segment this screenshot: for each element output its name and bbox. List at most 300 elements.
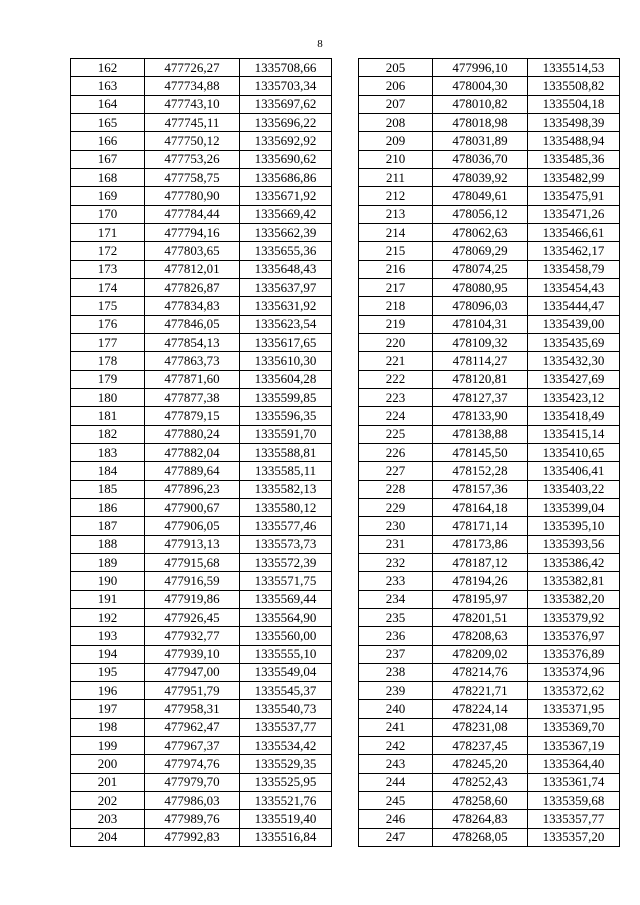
table-row	[71, 260, 332, 278]
y-coordinate-cell: 1335382,20	[528, 590, 620, 608]
table-row	[359, 535, 620, 553]
table-row	[71, 663, 332, 681]
x-coordinate-cell: 478004,30	[433, 77, 528, 95]
point-number-cell: 186	[71, 498, 145, 516]
point-number-cell: 206	[359, 77, 433, 95]
x-coordinate-cell: 477919,86	[145, 590, 240, 608]
x-coordinate-cell: 477834,83	[145, 297, 240, 315]
x-coordinate-cell: 478208,63	[433, 627, 528, 645]
point-number-cell: 247	[359, 828, 433, 846]
point-number-cell: 210	[359, 150, 433, 168]
table-row	[359, 608, 620, 626]
point-number-cell: 226	[359, 443, 433, 461]
point-number-cell: 188	[71, 535, 145, 553]
table-row	[359, 553, 620, 571]
table-row	[359, 223, 620, 241]
point-number-cell: 182	[71, 425, 145, 443]
coordinates-table-left	[70, 58, 332, 847]
point-number-cell: 234	[359, 590, 433, 608]
x-coordinate-cell: 477803,65	[145, 242, 240, 260]
y-coordinate-cell: 1335588,81	[240, 443, 332, 461]
table-row	[359, 517, 620, 535]
y-coordinate-cell: 1335418,49	[528, 407, 620, 425]
x-coordinate-cell: 477882,04	[145, 443, 240, 461]
table-row	[71, 132, 332, 150]
table-row	[359, 755, 620, 773]
y-coordinate-cell: 1335386,42	[528, 553, 620, 571]
point-number-cell: 176	[71, 315, 145, 333]
x-coordinate-cell: 477743,10	[145, 95, 240, 113]
x-coordinate-cell: 478231,08	[433, 718, 528, 736]
y-coordinate-cell: 1335508,82	[528, 77, 620, 95]
x-coordinate-cell: 478195,97	[433, 590, 528, 608]
table-row	[359, 132, 620, 150]
y-coordinate-cell: 1335637,97	[240, 278, 332, 296]
x-coordinate-cell: 478069,29	[433, 242, 528, 260]
point-number-cell: 227	[359, 462, 433, 480]
point-number-cell: 212	[359, 187, 433, 205]
x-coordinate-cell: 477939,10	[145, 645, 240, 663]
y-coordinate-cell: 1335444,47	[528, 297, 620, 315]
point-number-cell: 193	[71, 627, 145, 645]
point-number-cell: 169	[71, 187, 145, 205]
y-coordinate-cell: 1335540,73	[240, 700, 332, 718]
y-coordinate-cell: 1335655,36	[240, 242, 332, 260]
x-coordinate-cell: 478109,32	[433, 333, 528, 351]
y-coordinate-cell: 1335662,39	[240, 223, 332, 241]
x-coordinate-cell: 478056,12	[433, 205, 528, 223]
table-row	[71, 150, 332, 168]
y-coordinate-cell: 1335399,04	[528, 498, 620, 516]
point-number-cell: 168	[71, 168, 145, 186]
y-coordinate-cell: 1335432,30	[528, 352, 620, 370]
point-number-cell: 242	[359, 737, 433, 755]
y-coordinate-cell: 1335569,44	[240, 590, 332, 608]
y-coordinate-cell: 1335648,43	[240, 260, 332, 278]
point-number-cell: 246	[359, 810, 433, 828]
x-coordinate-cell: 477877,38	[145, 388, 240, 406]
point-number-cell: 198	[71, 718, 145, 736]
y-coordinate-cell: 1335671,92	[240, 187, 332, 205]
y-coordinate-cell: 1335591,70	[240, 425, 332, 443]
y-coordinate-cell: 1335697,62	[240, 95, 332, 113]
point-number-cell: 230	[359, 517, 433, 535]
point-number-cell: 197	[71, 700, 145, 718]
table-row	[71, 187, 332, 205]
table-row	[71, 810, 332, 828]
y-coordinate-cell: 1335617,65	[240, 333, 332, 351]
y-coordinate-cell: 1335498,39	[528, 113, 620, 131]
y-coordinate-cell: 1335669,42	[240, 205, 332, 223]
x-coordinate-cell: 477906,05	[145, 517, 240, 535]
point-number-cell: 214	[359, 223, 433, 241]
point-number-cell: 232	[359, 553, 433, 571]
point-number-cell: 239	[359, 682, 433, 700]
y-coordinate-cell: 1335577,46	[240, 517, 332, 535]
table-row	[71, 113, 332, 131]
x-coordinate-cell: 478268,05	[433, 828, 528, 846]
table-row	[359, 260, 620, 278]
x-coordinate-cell: 477916,59	[145, 572, 240, 590]
y-coordinate-cell: 1335596,35	[240, 407, 332, 425]
point-number-cell: 229	[359, 498, 433, 516]
x-coordinate-cell: 477794,16	[145, 223, 240, 241]
table-row	[359, 297, 620, 315]
y-coordinate-cell: 1335696,22	[240, 113, 332, 131]
table-row	[359, 150, 620, 168]
table-row	[359, 828, 620, 846]
point-number-cell: 211	[359, 168, 433, 186]
point-number-cell: 167	[71, 150, 145, 168]
table-row	[359, 407, 620, 425]
x-coordinate-cell: 477992,83	[145, 828, 240, 846]
x-coordinate-cell: 477846,05	[145, 315, 240, 333]
y-coordinate-cell: 1335361,74	[528, 773, 620, 791]
table-row	[71, 608, 332, 626]
table-row	[359, 682, 620, 700]
table-row	[71, 77, 332, 95]
y-coordinate-cell: 1335376,89	[528, 645, 620, 663]
x-coordinate-cell: 478194,26	[433, 572, 528, 590]
table-row	[71, 315, 332, 333]
y-coordinate-cell: 1335504,18	[528, 95, 620, 113]
x-coordinate-cell: 478171,14	[433, 517, 528, 535]
table-row	[71, 443, 332, 461]
x-coordinate-cell: 477734,88	[145, 77, 240, 95]
point-number-cell: 192	[71, 608, 145, 626]
y-coordinate-cell: 1335369,70	[528, 718, 620, 736]
point-number-cell: 189	[71, 553, 145, 571]
table-row	[359, 278, 620, 296]
y-coordinate-cell: 1335610,30	[240, 352, 332, 370]
x-coordinate-cell: 477915,68	[145, 553, 240, 571]
point-number-cell: 205	[359, 59, 433, 77]
table-row	[71, 352, 332, 370]
table-row	[71, 205, 332, 223]
point-number-cell: 173	[71, 260, 145, 278]
y-coordinate-cell: 1335357,77	[528, 810, 620, 828]
table-row	[71, 792, 332, 810]
point-number-cell: 222	[359, 370, 433, 388]
x-coordinate-cell: 478214,76	[433, 663, 528, 681]
table-row	[359, 59, 620, 77]
point-number-cell: 166	[71, 132, 145, 150]
point-number-cell: 201	[71, 773, 145, 791]
table-row	[71, 407, 332, 425]
x-coordinate-cell: 478039,92	[433, 168, 528, 186]
y-coordinate-cell: 1335395,10	[528, 517, 620, 535]
x-coordinate-cell: 478157,36	[433, 480, 528, 498]
table-row	[71, 700, 332, 718]
table-row	[71, 168, 332, 186]
x-coordinate-cell: 477996,10	[433, 59, 528, 77]
table-row	[71, 553, 332, 571]
y-coordinate-cell: 1335560,00	[240, 627, 332, 645]
point-number-cell: 181	[71, 407, 145, 425]
table-row	[71, 572, 332, 590]
table-row	[359, 645, 620, 663]
y-coordinate-cell: 1335573,73	[240, 535, 332, 553]
x-coordinate-cell: 478104,31	[433, 315, 528, 333]
y-coordinate-cell: 1335514,53	[528, 59, 620, 77]
y-coordinate-cell: 1335462,17	[528, 242, 620, 260]
point-number-cell: 163	[71, 77, 145, 95]
y-coordinate-cell: 1335529,35	[240, 755, 332, 773]
table-row	[359, 590, 620, 608]
point-number-cell: 241	[359, 718, 433, 736]
point-number-cell: 215	[359, 242, 433, 260]
x-coordinate-cell: 478221,71	[433, 682, 528, 700]
table-row	[71, 627, 332, 645]
y-coordinate-cell: 1335406,41	[528, 462, 620, 480]
point-number-cell: 165	[71, 113, 145, 131]
point-number-cell: 224	[359, 407, 433, 425]
x-coordinate-cell: 478138,88	[433, 425, 528, 443]
y-coordinate-cell: 1335466,61	[528, 223, 620, 241]
point-number-cell: 162	[71, 59, 145, 77]
x-coordinate-cell: 478080,95	[433, 278, 528, 296]
table-row	[359, 113, 620, 131]
table-row	[359, 333, 620, 351]
point-number-cell: 231	[359, 535, 433, 553]
point-number-cell: 195	[71, 663, 145, 681]
point-number-cell: 217	[359, 278, 433, 296]
x-coordinate-cell: 478133,90	[433, 407, 528, 425]
x-coordinate-cell: 477745,11	[145, 113, 240, 131]
table-row	[359, 205, 620, 223]
x-coordinate-cell: 478062,63	[433, 223, 528, 241]
table-row	[71, 370, 332, 388]
point-number-cell: 245	[359, 792, 433, 810]
y-coordinate-cell: 1335485,36	[528, 150, 620, 168]
table-row	[71, 480, 332, 498]
table-row	[71, 828, 332, 846]
y-coordinate-cell: 1335393,56	[528, 535, 620, 553]
point-number-cell: 174	[71, 278, 145, 296]
y-coordinate-cell: 1335686,86	[240, 168, 332, 186]
table-row	[71, 718, 332, 736]
y-coordinate-cell: 1335372,62	[528, 682, 620, 700]
x-coordinate-cell: 478096,03	[433, 297, 528, 315]
table-row	[359, 443, 620, 461]
y-coordinate-cell: 1335549,04	[240, 663, 332, 681]
coordinates-table-right	[358, 58, 620, 847]
point-number-cell: 207	[359, 95, 433, 113]
x-coordinate-cell: 477871,60	[145, 370, 240, 388]
y-coordinate-cell: 1335359,68	[528, 792, 620, 810]
x-coordinate-cell: 478018,98	[433, 113, 528, 131]
table-row	[359, 718, 620, 736]
point-number-cell: 180	[71, 388, 145, 406]
y-coordinate-cell: 1335599,85	[240, 388, 332, 406]
y-coordinate-cell: 1335564,90	[240, 608, 332, 626]
point-number-cell: 243	[359, 755, 433, 773]
point-number-cell: 240	[359, 700, 433, 718]
x-coordinate-cell: 478010,82	[433, 95, 528, 113]
y-coordinate-cell: 1335403,22	[528, 480, 620, 498]
table-row	[71, 682, 332, 700]
x-coordinate-cell: 477854,13	[145, 333, 240, 351]
x-coordinate-cell: 477958,31	[145, 700, 240, 718]
y-coordinate-cell: 1335604,28	[240, 370, 332, 388]
x-coordinate-cell: 477896,23	[145, 480, 240, 498]
point-number-cell: 170	[71, 205, 145, 223]
y-coordinate-cell: 1335415,14	[528, 425, 620, 443]
y-coordinate-cell: 1335571,75	[240, 572, 332, 590]
table-row	[71, 773, 332, 791]
x-coordinate-cell: 477986,03	[145, 792, 240, 810]
y-coordinate-cell: 1335482,99	[528, 168, 620, 186]
y-coordinate-cell: 1335516,84	[240, 828, 332, 846]
table-row	[359, 370, 620, 388]
x-coordinate-cell: 477979,70	[145, 773, 240, 791]
table-row	[359, 700, 620, 718]
x-coordinate-cell: 478264,83	[433, 810, 528, 828]
y-coordinate-cell: 1335439,00	[528, 315, 620, 333]
y-coordinate-cell: 1335631,92	[240, 297, 332, 315]
table-row	[71, 737, 332, 755]
point-number-cell: 219	[359, 315, 433, 333]
y-coordinate-cell: 1335454,43	[528, 278, 620, 296]
point-number-cell: 204	[71, 828, 145, 846]
table-row	[71, 645, 332, 663]
y-coordinate-cell: 1335534,42	[240, 737, 332, 755]
table-row	[359, 792, 620, 810]
y-coordinate-cell: 1335410,65	[528, 443, 620, 461]
x-coordinate-cell: 478114,27	[433, 352, 528, 370]
table-row	[359, 242, 620, 260]
point-number-cell: 175	[71, 297, 145, 315]
y-coordinate-cell: 1335423,12	[528, 388, 620, 406]
point-number-cell: 244	[359, 773, 433, 791]
y-coordinate-cell: 1335582,13	[240, 480, 332, 498]
point-number-cell: 220	[359, 333, 433, 351]
point-number-cell: 237	[359, 645, 433, 663]
point-number-cell: 191	[71, 590, 145, 608]
x-coordinate-cell: 478152,28	[433, 462, 528, 480]
x-coordinate-cell: 478145,50	[433, 443, 528, 461]
table-row	[71, 590, 332, 608]
table-row	[359, 663, 620, 681]
table-row	[359, 462, 620, 480]
x-coordinate-cell: 477947,00	[145, 663, 240, 681]
table-row	[71, 462, 332, 480]
y-coordinate-cell: 1335471,26	[528, 205, 620, 223]
y-coordinate-cell: 1335367,19	[528, 737, 620, 755]
x-coordinate-cell: 477879,15	[145, 407, 240, 425]
table-row	[71, 297, 332, 315]
y-coordinate-cell: 1335555,10	[240, 645, 332, 663]
y-coordinate-cell: 1335488,94	[528, 132, 620, 150]
table-row	[359, 498, 620, 516]
y-coordinate-cell: 1335376,97	[528, 627, 620, 645]
point-number-cell: 235	[359, 608, 433, 626]
table-row	[359, 737, 620, 755]
table-row	[359, 77, 620, 95]
point-number-cell: 185	[71, 480, 145, 498]
y-coordinate-cell: 1335703,34	[240, 77, 332, 95]
x-coordinate-cell: 477758,75	[145, 168, 240, 186]
point-number-cell: 202	[71, 792, 145, 810]
point-number-cell: 218	[359, 297, 433, 315]
table-row	[71, 333, 332, 351]
x-coordinate-cell: 478209,02	[433, 645, 528, 663]
table-row	[71, 223, 332, 241]
y-coordinate-cell: 1335692,92	[240, 132, 332, 150]
x-coordinate-cell: 477951,79	[145, 682, 240, 700]
x-coordinate-cell: 477863,73	[145, 352, 240, 370]
x-coordinate-cell: 478036,70	[433, 150, 528, 168]
x-coordinate-cell: 478074,25	[433, 260, 528, 278]
y-coordinate-cell: 1335585,11	[240, 462, 332, 480]
table-row	[71, 755, 332, 773]
x-coordinate-cell: 478224,14	[433, 700, 528, 718]
y-coordinate-cell: 1335374,96	[528, 663, 620, 681]
y-coordinate-cell: 1335521,76	[240, 792, 332, 810]
point-number-cell: 178	[71, 352, 145, 370]
table-row	[71, 517, 332, 535]
point-number-cell: 187	[71, 517, 145, 535]
point-number-cell: 196	[71, 682, 145, 700]
point-number-cell: 233	[359, 572, 433, 590]
x-coordinate-cell: 477750,12	[145, 132, 240, 150]
y-coordinate-cell: 1335458,79	[528, 260, 620, 278]
x-coordinate-cell: 477880,24	[145, 425, 240, 443]
x-coordinate-cell: 478252,43	[433, 773, 528, 791]
point-number-cell: 236	[359, 627, 433, 645]
x-coordinate-cell: 477913,13	[145, 535, 240, 553]
table-row	[71, 242, 332, 260]
table-row	[359, 572, 620, 590]
point-number-cell: 199	[71, 737, 145, 755]
y-coordinate-cell: 1335537,77	[240, 718, 332, 736]
y-coordinate-cell: 1335371,95	[528, 700, 620, 718]
x-coordinate-cell: 478187,12	[433, 553, 528, 571]
point-number-cell: 238	[359, 663, 433, 681]
x-coordinate-cell: 478049,61	[433, 187, 528, 205]
x-coordinate-cell: 477926,45	[145, 608, 240, 626]
table-row	[71, 498, 332, 516]
point-number-cell: 179	[71, 370, 145, 388]
y-coordinate-cell: 1335379,92	[528, 608, 620, 626]
point-number-cell: 171	[71, 223, 145, 241]
point-number-cell: 216	[359, 260, 433, 278]
point-number-cell: 225	[359, 425, 433, 443]
table-row	[359, 95, 620, 113]
x-coordinate-cell: 477974,76	[145, 755, 240, 773]
point-number-cell: 223	[359, 388, 433, 406]
x-coordinate-cell: 477900,67	[145, 498, 240, 516]
y-coordinate-cell: 1335427,69	[528, 370, 620, 388]
point-number-cell: 177	[71, 333, 145, 351]
table-row	[359, 480, 620, 498]
page-number: 8	[317, 38, 323, 50]
point-number-cell: 203	[71, 810, 145, 828]
table-row	[71, 278, 332, 296]
table-row	[359, 810, 620, 828]
x-coordinate-cell: 477967,37	[145, 737, 240, 755]
table-row	[359, 315, 620, 333]
x-coordinate-cell: 477826,87	[145, 278, 240, 296]
x-coordinate-cell: 478201,51	[433, 608, 528, 626]
point-number-cell: 183	[71, 443, 145, 461]
y-coordinate-cell: 1335475,91	[528, 187, 620, 205]
table-row	[359, 187, 620, 205]
table-row	[71, 59, 332, 77]
table-row	[359, 627, 620, 645]
y-coordinate-cell: 1335435,69	[528, 333, 620, 351]
y-coordinate-cell: 1335690,62	[240, 150, 332, 168]
